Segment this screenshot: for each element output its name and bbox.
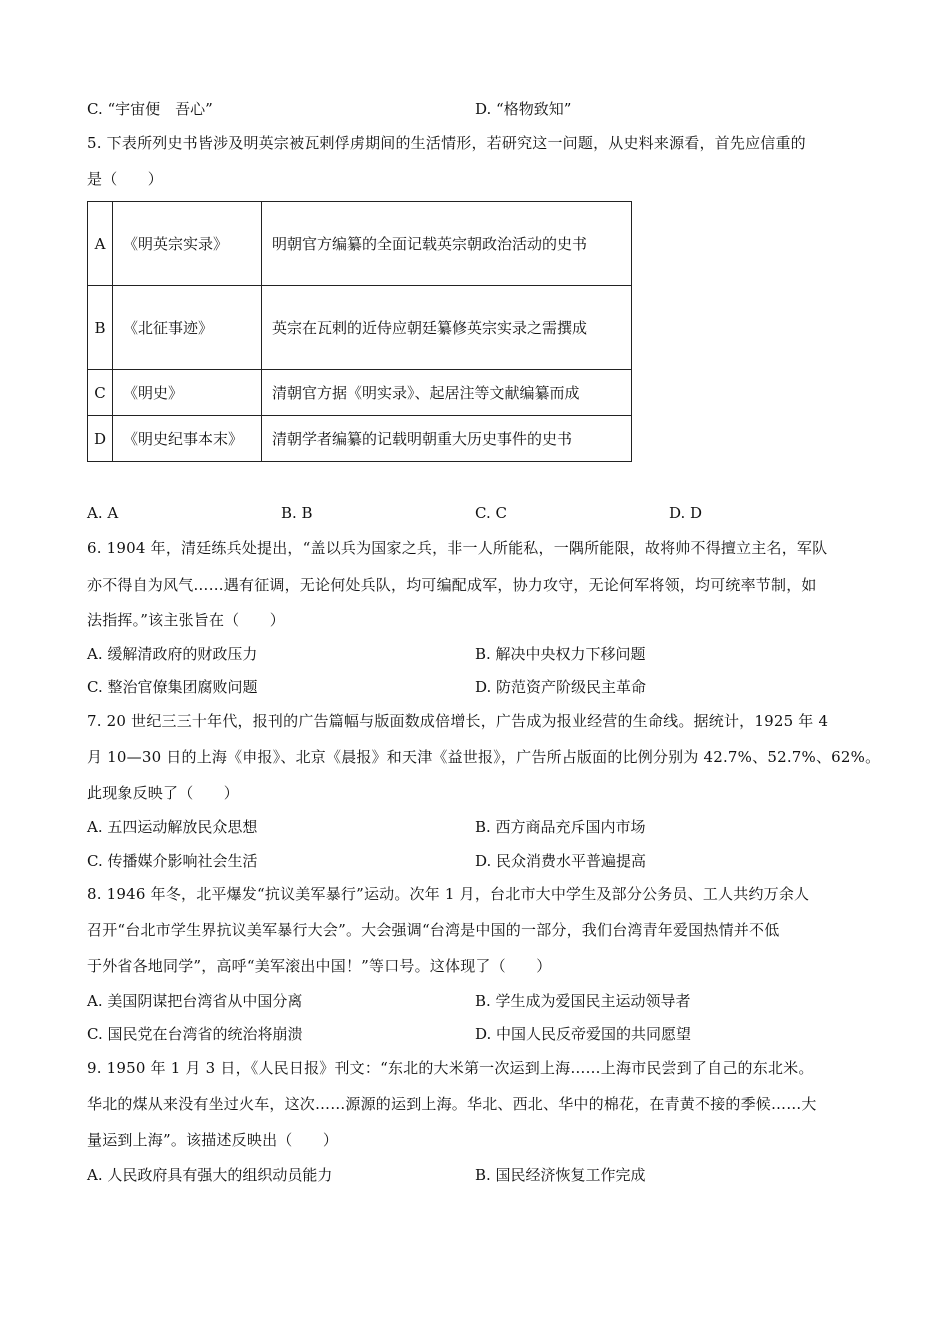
q8-option-b: B. 学生成为爱国民主运动领导者 <box>475 992 691 1010</box>
table-cell-letter: D <box>88 416 113 462</box>
q6-stem-line-1: 6. 1904 年，清廷练兵处提出，“盖以兵为国家之兵，非一人所能私，一隅所能限，故将帅不得擅立主名，军队 <box>87 539 828 557</box>
q6-stem-line-3: 法指挥。”该主张旨在（ ） <box>87 611 285 629</box>
q6-option-b: B. 解决中央权力下移问题 <box>475 645 646 663</box>
q8-option-a: A. 美国阴谋把台湾省从中国分离 <box>87 992 303 1010</box>
table-row <box>88 202 632 286</box>
q8-stem-line-2: 召开“台北市学生界抗议美军暴行大会”。大会强调“台湾是中国的一部分，我们台湾青年爱国热情并不低 <box>87 921 780 939</box>
q7-stem-line-2: 月 10—30 日的上海《申报》、北京《晨报》和天津《益世报》，广告所占版面的比例分别为 42.7%、52.7%、62%。 <box>87 748 881 766</box>
table-cell-letter: A <box>88 202 113 286</box>
q4-option-d: D. “格物致知” <box>475 100 572 118</box>
q5-stem-line-2: 是（ ） <box>87 170 164 188</box>
q7-stem-line-1: 7. 20 世纪三三十年代，报刊的广告篇幅与版面数成倍增长，广告成为报业经营的生命线。据统计，1925 年 4 <box>87 712 829 730</box>
q5-option-b: B. B <box>281 504 313 522</box>
q6-option-a: A. 缓解清政府的财政压力 <box>87 645 258 663</box>
q6-option-c: C. 整治官僚集团腐败问题 <box>87 678 258 696</box>
q7-option-d: D. 民众消费水平普遍提高 <box>475 852 647 870</box>
q5-option-a: A. A <box>87 504 119 522</box>
q6-option-d: D. 防范资产阶级民主革命 <box>475 678 647 696</box>
table-cell-desc: 清朝学者编纂的记载明朝重大历史事件的史书 <box>262 416 632 462</box>
q9-stem-line-1: 9. 1950 年 1 月 3 日，《人民日报》刊文：“东北的大米第一次运到上海……上海市民尝到了自己的东北米。 <box>87 1059 814 1077</box>
q8-option-d: D. 中国人民反帝爱国的共同愿望 <box>475 1025 692 1043</box>
table-cell-book: 《明史纪事本末》 <box>113 416 262 462</box>
q7-option-b: B. 西方商品充斥国内市场 <box>475 818 646 836</box>
q5-stem-line-1: 5. 下表所列史书皆涉及明英宗被瓦剌俘虏期间的生活情形，若研究这一问题，从史料来源看，首先应信重的 <box>87 134 806 152</box>
q5-option-c: C. C <box>475 504 507 522</box>
table-row <box>88 370 632 416</box>
q8-option-c: C. 国民党在台湾省的统治将崩溃 <box>87 1025 303 1043</box>
table-cell-desc: 英宗在瓦剌的近侍应朝廷纂修英宗实录之需撰成 <box>262 286 632 370</box>
q9-stem-line-3: 量运到上海”。该描述反映出（ ） <box>87 1131 339 1149</box>
table-row <box>88 416 632 462</box>
table-cell-letter: B <box>88 286 113 370</box>
q7-option-a: A. 五四运动解放民众思想 <box>87 818 258 836</box>
table-row <box>88 286 632 370</box>
q5-option-d: D. D <box>669 504 703 522</box>
q7-option-c: C. 传播媒介影响社会生活 <box>87 852 258 870</box>
table-cell-desc: 明朝官方编纂的全面记载英宗朝政治活动的史书 <box>262 202 632 286</box>
table-cell-book: 《明史》 <box>113 370 262 416</box>
table-cell-letter: C <box>88 370 113 416</box>
q9-option-b: B. 国民经济恢复工作完成 <box>475 1166 646 1184</box>
q4-option-c: C. “宇宙便 吾心” <box>87 100 213 118</box>
q9-stem-line-2: 华北的煤从来没有坐过火车，这次……源源的运到上海。华北、西北、华中的棉花，在青黄不接的季候……大 <box>87 1095 817 1113</box>
q8-stem-line-1: 8. 1946 年冬，北平爆发“抗议美军暴行”运动。次年 1 月，台北市大中学生及部分公务员、工人共约万余人 <box>87 885 810 903</box>
table-cell-book: 《明英宗实录》 <box>113 202 262 286</box>
q6-stem-line-2: 亦不得自为风气……遇有征调，无论何处兵队，均可编配成军，协力攻守，无论何军将领，均可统率节制，如 <box>87 576 817 594</box>
table-cell-book: 《北征事迹》 <box>113 286 262 370</box>
q5-source-table <box>87 201 632 462</box>
table-cell-desc: 清朝官方据《明实录》、起居注等文献编纂而成 <box>262 370 632 416</box>
q7-stem-line-3: 此现象反映了（ ） <box>87 784 240 802</box>
q9-option-a: A. 人民政府具有强大的组织动员能力 <box>87 1166 333 1184</box>
q8-stem-line-3: 于外省各地同学”，高呼“美军滚出中国！”等口号。这体现了（ ） <box>87 957 552 975</box>
